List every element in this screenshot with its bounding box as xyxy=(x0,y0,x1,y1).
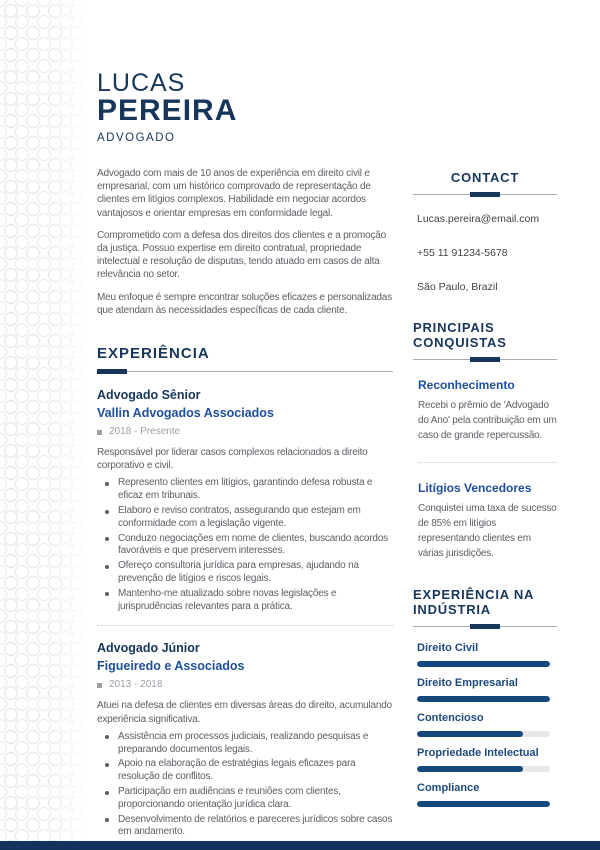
contact-item: São Paulo, Brazil xyxy=(417,281,498,293)
skill-bar-fill xyxy=(417,696,550,702)
achievement-heading: Litígios Vencedores xyxy=(418,481,532,495)
sidebar-column xyxy=(413,170,557,817)
period-marker-icon xyxy=(97,683,102,688)
skill-item xyxy=(417,677,557,702)
contact-item: Lucas.pereira@email.com xyxy=(417,213,540,225)
job-bullet: Participação em audiências e reuniões com clientes, proporcionando orientação jurídica clara. xyxy=(97,786,393,812)
job-company: Figueiredo e Associados xyxy=(97,659,245,674)
skill-label: Contencioso xyxy=(417,712,484,724)
skill-bar-fill xyxy=(417,801,550,807)
skill-bar-fill xyxy=(417,661,550,667)
job-bullet: Desenvolvimento de relatórios e pareceres jurídicos sobre casos em andamento. xyxy=(97,814,393,840)
job-bullet: Conduzo negociações em nome de clientes, buscando acordos favoráveis e que preservem interesses. xyxy=(97,533,393,559)
skill-bar-track xyxy=(417,661,550,667)
decorative-pattern xyxy=(0,0,90,850)
contact-item-list xyxy=(413,213,557,294)
job-bullet: Elaboro e reviso contratos, assegurando que estejam em conformidade com a legislação vigente. xyxy=(97,505,393,531)
summary-section xyxy=(97,167,393,317)
skill-list xyxy=(413,642,557,807)
skill-bar-fill xyxy=(417,731,523,737)
section-divider xyxy=(413,192,557,197)
divider-accent xyxy=(97,369,127,374)
skill-label: Direito Empresarial xyxy=(417,677,518,689)
role-title: ADVOGADO xyxy=(97,132,176,144)
experience-section-title: EXPERIÊNCIA xyxy=(97,345,210,363)
achievement-list xyxy=(413,378,557,561)
job-company: Vallin Advogados Associados xyxy=(97,406,274,421)
industry-section-title: EXPERIÊNCIA NA INDÚSTRIA xyxy=(413,587,534,617)
divider-accent xyxy=(470,357,500,362)
job-description: Responsável por liderar casos complexos relacionados a direito corporativo e civil. xyxy=(97,447,368,472)
achievement-text: Conquistei uma taxa de sucesso de 85% em litígios representando clientes em várias jurisdições. xyxy=(418,503,557,559)
main-column xyxy=(97,70,393,841)
section-divider xyxy=(413,624,557,629)
achievement-heading: Reconhecimento xyxy=(418,378,515,392)
contact-item: +55 11 91234-5678 xyxy=(417,247,508,259)
skill-item xyxy=(417,642,557,667)
achievements-section xyxy=(413,320,557,561)
first-name: LUCAS xyxy=(97,69,186,97)
job-title: Advogado Júnior xyxy=(97,641,200,656)
skill-bar-track xyxy=(417,801,550,807)
skill-bar-track xyxy=(417,731,550,737)
job-entry-junior xyxy=(97,640,393,839)
summary-paragraph: Meu enfoque é sempre encontrar soluções eficazes e personalizadas que atendam às necessidades específicas de cada cliente. xyxy=(97,291,392,316)
achievement-item xyxy=(418,378,557,443)
skill-label: Compliance xyxy=(417,782,480,794)
divider-accent xyxy=(470,624,500,629)
section-divider xyxy=(97,369,393,374)
summary-paragraph: Comprometido com a defesa dos direitos dos clientes e a promoção da justiça. Possuo expertise em direito contratual, propriedade intelectual e resolução de disputas, tendo atuado em casos de alta relevância no setor. xyxy=(97,229,387,281)
job-title: Advogado Sênior xyxy=(97,388,201,403)
skill-item xyxy=(417,712,557,737)
skill-bar-track xyxy=(417,696,550,702)
job-period xyxy=(97,679,393,691)
skill-item xyxy=(417,782,557,807)
job-bullet: Mantenho-me atualizado sobre novas legislações e jurisprudências relevantes para a prática. xyxy=(97,588,393,614)
skill-label: Direito Civil xyxy=(417,642,479,654)
job-bullet: Apoio na elaboração de estratégias legais eficazes para resolução de conflitos. xyxy=(97,758,393,784)
last-name: PEREIRA xyxy=(97,94,238,127)
contact-section xyxy=(413,170,557,294)
skill-label: Propriedade Intelectual xyxy=(417,747,539,759)
job-bullet: Represento clientes em litígios, garantindo defesa robusta e eficaz em tribunais. xyxy=(97,477,393,503)
job-period-text: 2013 - 2018 xyxy=(109,679,163,691)
period-marker-icon xyxy=(97,430,102,435)
summary-paragraph: Advogado com mais de 10 anos de experiência em direito civil e empresarial, com um histórico comprovado de representação de clientes em litígios complexos. Habilidade em negociar acordos vantajosos e orientar empresas em conformidade legal. xyxy=(97,168,371,219)
footer-bar xyxy=(0,841,600,850)
achievement-item xyxy=(418,462,557,561)
divider-accent xyxy=(470,192,500,197)
job-separator xyxy=(97,625,393,626)
job-period xyxy=(97,426,393,438)
job-bullet-list xyxy=(97,477,393,613)
job-description: Atuei na defesa de clientes em diversas áreas do direito, acumulando experiência significativa. xyxy=(97,700,392,725)
job-bullet: Assistência em processos judiciais, realizando pesquisas e preparando documentos legais. xyxy=(97,731,393,757)
achievements-section-title: PRINCIPAIS CONQUISTAS xyxy=(413,320,507,350)
job-bullet-list xyxy=(97,731,393,839)
job-period-text: 2018 - Presente xyxy=(109,426,181,438)
job-bullet: Ofereço consultoria jurídica para empresas, ajudando na prevenção de litígios e riscos legais. xyxy=(97,560,393,586)
skill-bar-track xyxy=(417,766,550,772)
achievement-text: Recebi o prêmio de 'Advogado do Ano' pela contribuição em um caso de grande repercussão. xyxy=(418,400,557,441)
industry-section xyxy=(413,587,557,807)
section-divider xyxy=(413,357,557,362)
skill-bar-fill xyxy=(417,766,523,772)
job-entry-senior xyxy=(97,387,393,613)
contact-section-title: CONTACT xyxy=(450,170,520,185)
skill-item xyxy=(417,747,557,772)
